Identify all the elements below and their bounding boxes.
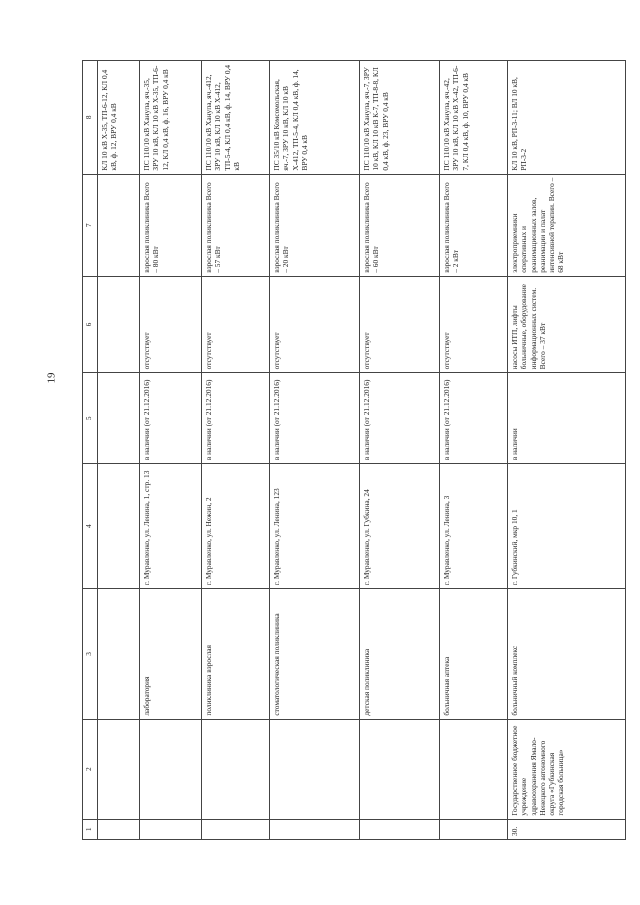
cell-address: г. Муравленко, ул. Ленина, 123 — [270, 464, 360, 589]
table-row — [270, 61, 360, 840]
cell-equipment: отсутствует — [140, 276, 202, 373]
cell-num — [140, 819, 202, 839]
cell-building: лаборатория — [140, 589, 202, 720]
cell-building: поликлиника взрослая — [202, 589, 270, 720]
cell-supply: ПС 110/10 кВ Ханупа, яч.-35, ЗРУ 10 кВ, КЛ 10 кВ Х-35, ТП-6-12, КЛ 0,4 кВ, ф. 16, ВРУ 0,4 кВ — [140, 61, 202, 175]
cell-consumers: взрослая поликлиника Всего – 20 кВт — [270, 174, 360, 276]
cell-status: в наличии (от 21.12.2016) — [440, 373, 508, 464]
cell-equipment: отсутствует — [202, 276, 270, 373]
cell-org — [360, 719, 440, 819]
cell-num — [98, 819, 140, 839]
cell-num — [440, 819, 508, 839]
table-row — [98, 61, 140, 840]
table-row — [140, 61, 202, 840]
cell-supply: КЛ 10 кВ, РП-3-11; ВЛ 10 кВ, РП-3-2 — [508, 61, 626, 175]
cell-equipment: отсутствует — [360, 276, 440, 373]
cell-org: Государственное бюджетное учреждение здравоохранения Ямало-Ненецкого автономного округа «Губкинская городская больница» — [508, 719, 626, 819]
cell-address: г. Муравленко, ул. Ленина, 1, стр. 13 — [140, 464, 202, 589]
cell-consumers: взрослая поликлиника Всего – 2 кВт — [440, 174, 508, 276]
cell-num — [202, 819, 270, 839]
cell-org — [98, 719, 140, 819]
header-cell: 6 — [83, 276, 98, 373]
page-number: 19 — [45, 372, 58, 384]
cell-building — [98, 589, 140, 720]
cell-address: г. Муравленко, ул. Ленина, 3 — [440, 464, 508, 589]
cell-address: г. Муравленко, ул. Губкина, 24 — [360, 464, 440, 589]
table-row — [360, 61, 440, 840]
cell-status — [98, 373, 140, 464]
cell-num — [270, 819, 360, 839]
header-cell: 2 — [83, 719, 98, 819]
cell-equipment: отсутствует — [440, 276, 508, 373]
cell-supply: ПС 35/10 кВ Комсомольская, яч.-7, ЗРУ 10 кВ, КЛ 10 кВ Х-412, ТП-5-4, КЛ 0,4 кВ, ф. 14, ВРУ 0,4 кВ — [270, 61, 360, 175]
cell-consumers: электроприемники оперативных и реанимационных залов, реанимации и палат интенсивной терапии. Всего – 68 кВт — [508, 174, 626, 276]
cell-equipment — [98, 276, 140, 373]
header-cell: 4 — [83, 464, 98, 589]
cell-status: в наличии (от 21.12.2016) — [360, 373, 440, 464]
cell-num: 30. — [508, 819, 626, 839]
header-row — [83, 61, 98, 840]
cell-org — [440, 719, 508, 819]
cell-equipment: отсутствует — [270, 276, 360, 373]
data-table — [82, 60, 626, 840]
header-cell: 8 — [83, 61, 98, 175]
cell-building: больничная аптека — [440, 589, 508, 720]
cell-num — [360, 819, 440, 839]
cell-status: в наличии (от 21.12.2016) — [140, 373, 202, 464]
cell-supply: ПС 110/10 кВ Ханупа, яч.-42, ЗРУ 10 кВ, КЛ 10 кВ Х-42, ТП-6-7, КЛ 0,4 кВ, ф. 10, ВРУ 0,4 кВ — [440, 61, 508, 175]
cell-consumers: взрослая поликлиника Всего – 57 кВт — [202, 174, 270, 276]
cell-org — [140, 719, 202, 819]
cell-building: стоматологическая поликлиника — [270, 589, 360, 720]
cell-consumers — [98, 174, 140, 276]
cell-building: детская поликлиника — [360, 589, 440, 720]
cell-equipment: насосы ИТП, лифты больничные, оборудование информационных систем. Всего – 37 кВт — [508, 276, 626, 373]
cell-supply: ПС 110/10 кВ Ханупа, яч.-412, ЗРУ 10 кВ, КЛ 10 кВ Х-412, ТП-5-4, КЛ 0,4 кВ, ф. 14, ВРУ 0,4 кВ — [202, 61, 270, 175]
table-row — [440, 61, 508, 840]
header-cell: 3 — [83, 589, 98, 720]
cell-status: в наличии — [508, 373, 626, 464]
cell-address: г. Муравленко, ул. Нежин, 2 — [202, 464, 270, 589]
cell-address: г. Губкинский, мкр 10, 1 — [508, 464, 626, 589]
header-cell: 1 — [83, 819, 98, 839]
cell-supply: ПС 110/10 кВ Ханупа, яч.-7, ЗРУ 10 кВ, КЛ 10 кВ К-7, ТП-8-8, КЛ 0,4 кВ, ф. 23, ВРУ 0,4 кВ — [360, 61, 440, 175]
cell-org — [202, 719, 270, 819]
cell-building: больничный комплекс — [508, 589, 626, 720]
header-cell: 7 — [83, 174, 98, 276]
cell-status: в наличии (от 21.12.2016) — [270, 373, 360, 464]
cell-consumers: взрослая поликлиника Всего – 60 кВт — [360, 174, 440, 276]
table-row — [202, 61, 270, 840]
table-container — [82, 60, 640, 840]
table-row — [508, 61, 626, 840]
cell-status: в наличии (от 21.12.2016) — [202, 373, 270, 464]
header-cell: 5 — [83, 373, 98, 464]
cell-org — [270, 719, 360, 819]
cell-address — [98, 464, 140, 589]
cell-supply: КЛ 10 кВ Х-35, ТП-6-12, КЛ 0,4 кВ, ф. 12, ВРУ 0,4 кВ — [98, 61, 140, 175]
cell-consumers: взрослая поликлиника Всего – 80 кВт — [140, 174, 202, 276]
